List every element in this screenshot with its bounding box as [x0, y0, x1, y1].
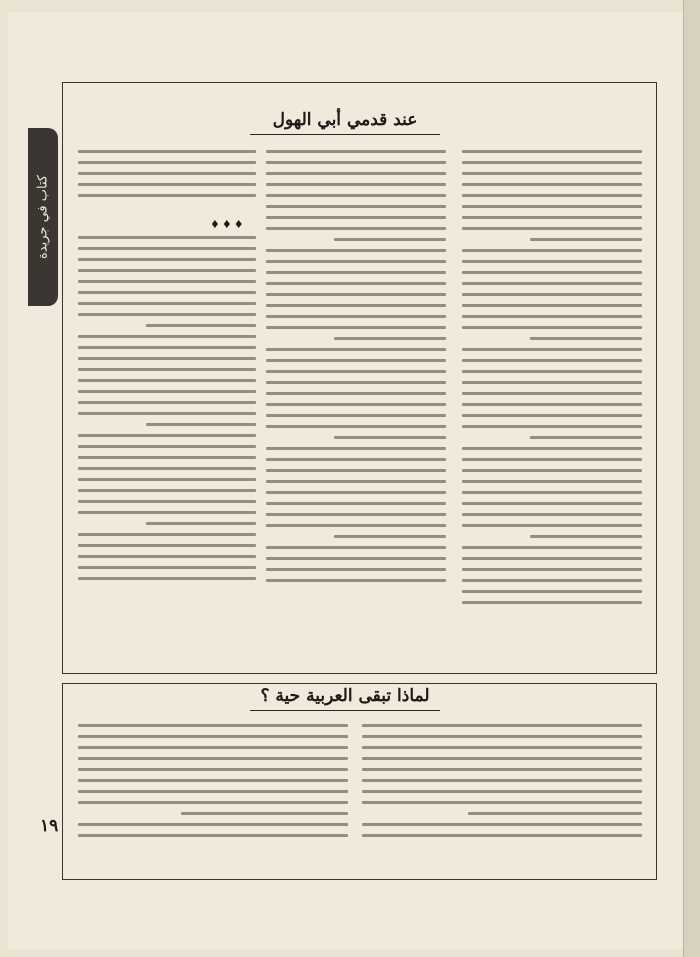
text-line: [266, 568, 446, 571]
text-line: [462, 172, 642, 175]
text-line: [462, 326, 642, 329]
text-line: [462, 370, 642, 373]
text-line: [266, 403, 446, 406]
text-line: [266, 491, 446, 494]
text-line: [462, 315, 642, 318]
text-line: [462, 458, 642, 461]
article1-title-rule: [250, 134, 440, 135]
text-line: [266, 579, 446, 582]
text-line: [462, 304, 642, 307]
text-line: [462, 227, 642, 230]
text-line: [78, 412, 256, 415]
section-separator: ♦♦♦: [210, 218, 246, 231]
text-line: [462, 282, 642, 285]
text-line: [462, 161, 642, 164]
text-line: [78, 500, 256, 503]
text-line: [266, 304, 446, 307]
text-line: [266, 557, 446, 560]
text-line: [462, 557, 642, 560]
text-line: [334, 535, 446, 538]
text-line: [266, 458, 446, 461]
text-line: [78, 247, 256, 250]
text-line: [462, 271, 642, 274]
text-line: [462, 579, 642, 582]
text-line: [266, 502, 446, 505]
text-line: [78, 724, 348, 727]
text-line: [362, 834, 642, 837]
text-line: [462, 205, 642, 208]
text-line: [334, 337, 446, 340]
text-line: [462, 403, 642, 406]
text-line: [78, 445, 256, 448]
text-line: [266, 359, 446, 362]
text-line: [78, 357, 256, 360]
text-line: [362, 746, 642, 749]
text-line: [266, 524, 446, 527]
text-line: [462, 568, 642, 571]
text-line: [78, 302, 256, 305]
text-line: [362, 757, 642, 760]
text-line: [266, 183, 446, 186]
text-line: [78, 379, 256, 382]
text-line: [530, 238, 642, 241]
text-line: [362, 768, 642, 771]
article2-title: لماذا تبقى العربية حية ؟: [260, 686, 430, 706]
article1-column-left-top: [78, 150, 256, 210]
text-line: [266, 260, 446, 263]
text-line: [462, 359, 642, 362]
text-line: [362, 801, 642, 804]
text-line: [78, 346, 256, 349]
text-line: [462, 414, 642, 417]
text-line: [530, 436, 642, 439]
article2-title-rule: [250, 710, 440, 711]
text-line: [78, 489, 256, 492]
text-line: [334, 436, 446, 439]
article1-column-middle: [266, 150, 446, 600]
text-line: [266, 480, 446, 483]
text-line: [78, 313, 256, 316]
page-edge: [683, 0, 700, 957]
text-line: [266, 348, 446, 351]
text-line: [78, 269, 256, 272]
text-line: [462, 546, 642, 549]
text-line: [362, 724, 642, 727]
text-line: [266, 381, 446, 384]
text-line: [362, 823, 642, 826]
text-line: [334, 238, 446, 241]
text-line: [462, 150, 642, 153]
text-line: [78, 280, 256, 283]
text-line: [462, 469, 642, 472]
text-line: [78, 150, 256, 153]
text-line: [78, 790, 348, 793]
text-line: [266, 414, 446, 417]
text-line: [462, 425, 642, 428]
text-line: [78, 779, 348, 782]
text-line: [462, 491, 642, 494]
text-line: [78, 390, 256, 393]
text-line: [181, 812, 348, 815]
text-line: [266, 315, 446, 318]
article2-column-left: [78, 724, 348, 854]
text-line: [462, 348, 642, 351]
text-line: [78, 335, 256, 338]
text-line: [266, 271, 446, 274]
text-line: [266, 194, 446, 197]
text-line: [78, 236, 256, 239]
text-line: [78, 467, 256, 470]
text-line: [78, 555, 256, 558]
text-line: [78, 478, 256, 481]
text-line: [78, 183, 256, 186]
text-line: [462, 480, 642, 483]
text-line: [530, 337, 642, 340]
text-line: [266, 150, 446, 153]
text-line: [266, 447, 446, 450]
text-line: [78, 801, 348, 804]
text-line: [266, 293, 446, 296]
text-line: [462, 513, 642, 516]
text-line: [78, 768, 348, 771]
text-line: [266, 326, 446, 329]
text-line: [266, 161, 446, 164]
text-line: [266, 205, 446, 208]
text-line: [78, 834, 348, 837]
text-line: [266, 425, 446, 428]
text-line: [266, 172, 446, 175]
text-line: [462, 293, 642, 296]
text-line: [462, 194, 642, 197]
text-line: [462, 447, 642, 450]
text-line: [462, 381, 642, 384]
text-line: [266, 282, 446, 285]
text-line: [266, 392, 446, 395]
text-line: [78, 823, 348, 826]
text-line: [462, 590, 642, 593]
article1-column-left: [78, 236, 256, 596]
page-number: ١٩: [40, 816, 59, 836]
text-line: [146, 423, 256, 426]
text-line: [146, 324, 256, 327]
text-line: [266, 216, 446, 219]
text-line: [78, 566, 256, 569]
text-line: [78, 735, 348, 738]
text-line: [78, 746, 348, 749]
article1-column-right: [462, 150, 642, 620]
text-line: [362, 790, 642, 793]
text-line: [462, 183, 642, 186]
text-line: [462, 392, 642, 395]
text-line: [462, 524, 642, 527]
text-line: [362, 735, 642, 738]
text-line: [468, 812, 642, 815]
text-line: [266, 469, 446, 472]
text-line: [146, 522, 256, 525]
text-line: [78, 757, 348, 760]
text-line: [78, 544, 256, 547]
text-line: [78, 368, 256, 371]
text-line: [78, 456, 256, 459]
text-line: [78, 577, 256, 580]
section-tab: كتاب في جريدة: [28, 128, 58, 306]
text-line: [266, 370, 446, 373]
article1-title: عند قدمي أبي الهول: [272, 110, 418, 130]
text-line: [462, 249, 642, 252]
text-line: [78, 194, 256, 197]
text-line: [266, 249, 446, 252]
text-line: [78, 258, 256, 261]
text-line: [78, 401, 256, 404]
text-line: [78, 434, 256, 437]
text-line: [266, 227, 446, 230]
text-line: [78, 291, 256, 294]
text-line: [362, 779, 642, 782]
text-line: [78, 533, 256, 536]
text-line: [78, 511, 256, 514]
text-line: [78, 172, 256, 175]
article2-column-right: [362, 724, 642, 854]
text-line: [266, 513, 446, 516]
text-line: [462, 216, 642, 219]
text-line: [266, 546, 446, 549]
text-line: [462, 260, 642, 263]
text-line: [462, 502, 642, 505]
text-line: [462, 601, 642, 604]
text-line: [530, 535, 642, 538]
text-line: [78, 161, 256, 164]
